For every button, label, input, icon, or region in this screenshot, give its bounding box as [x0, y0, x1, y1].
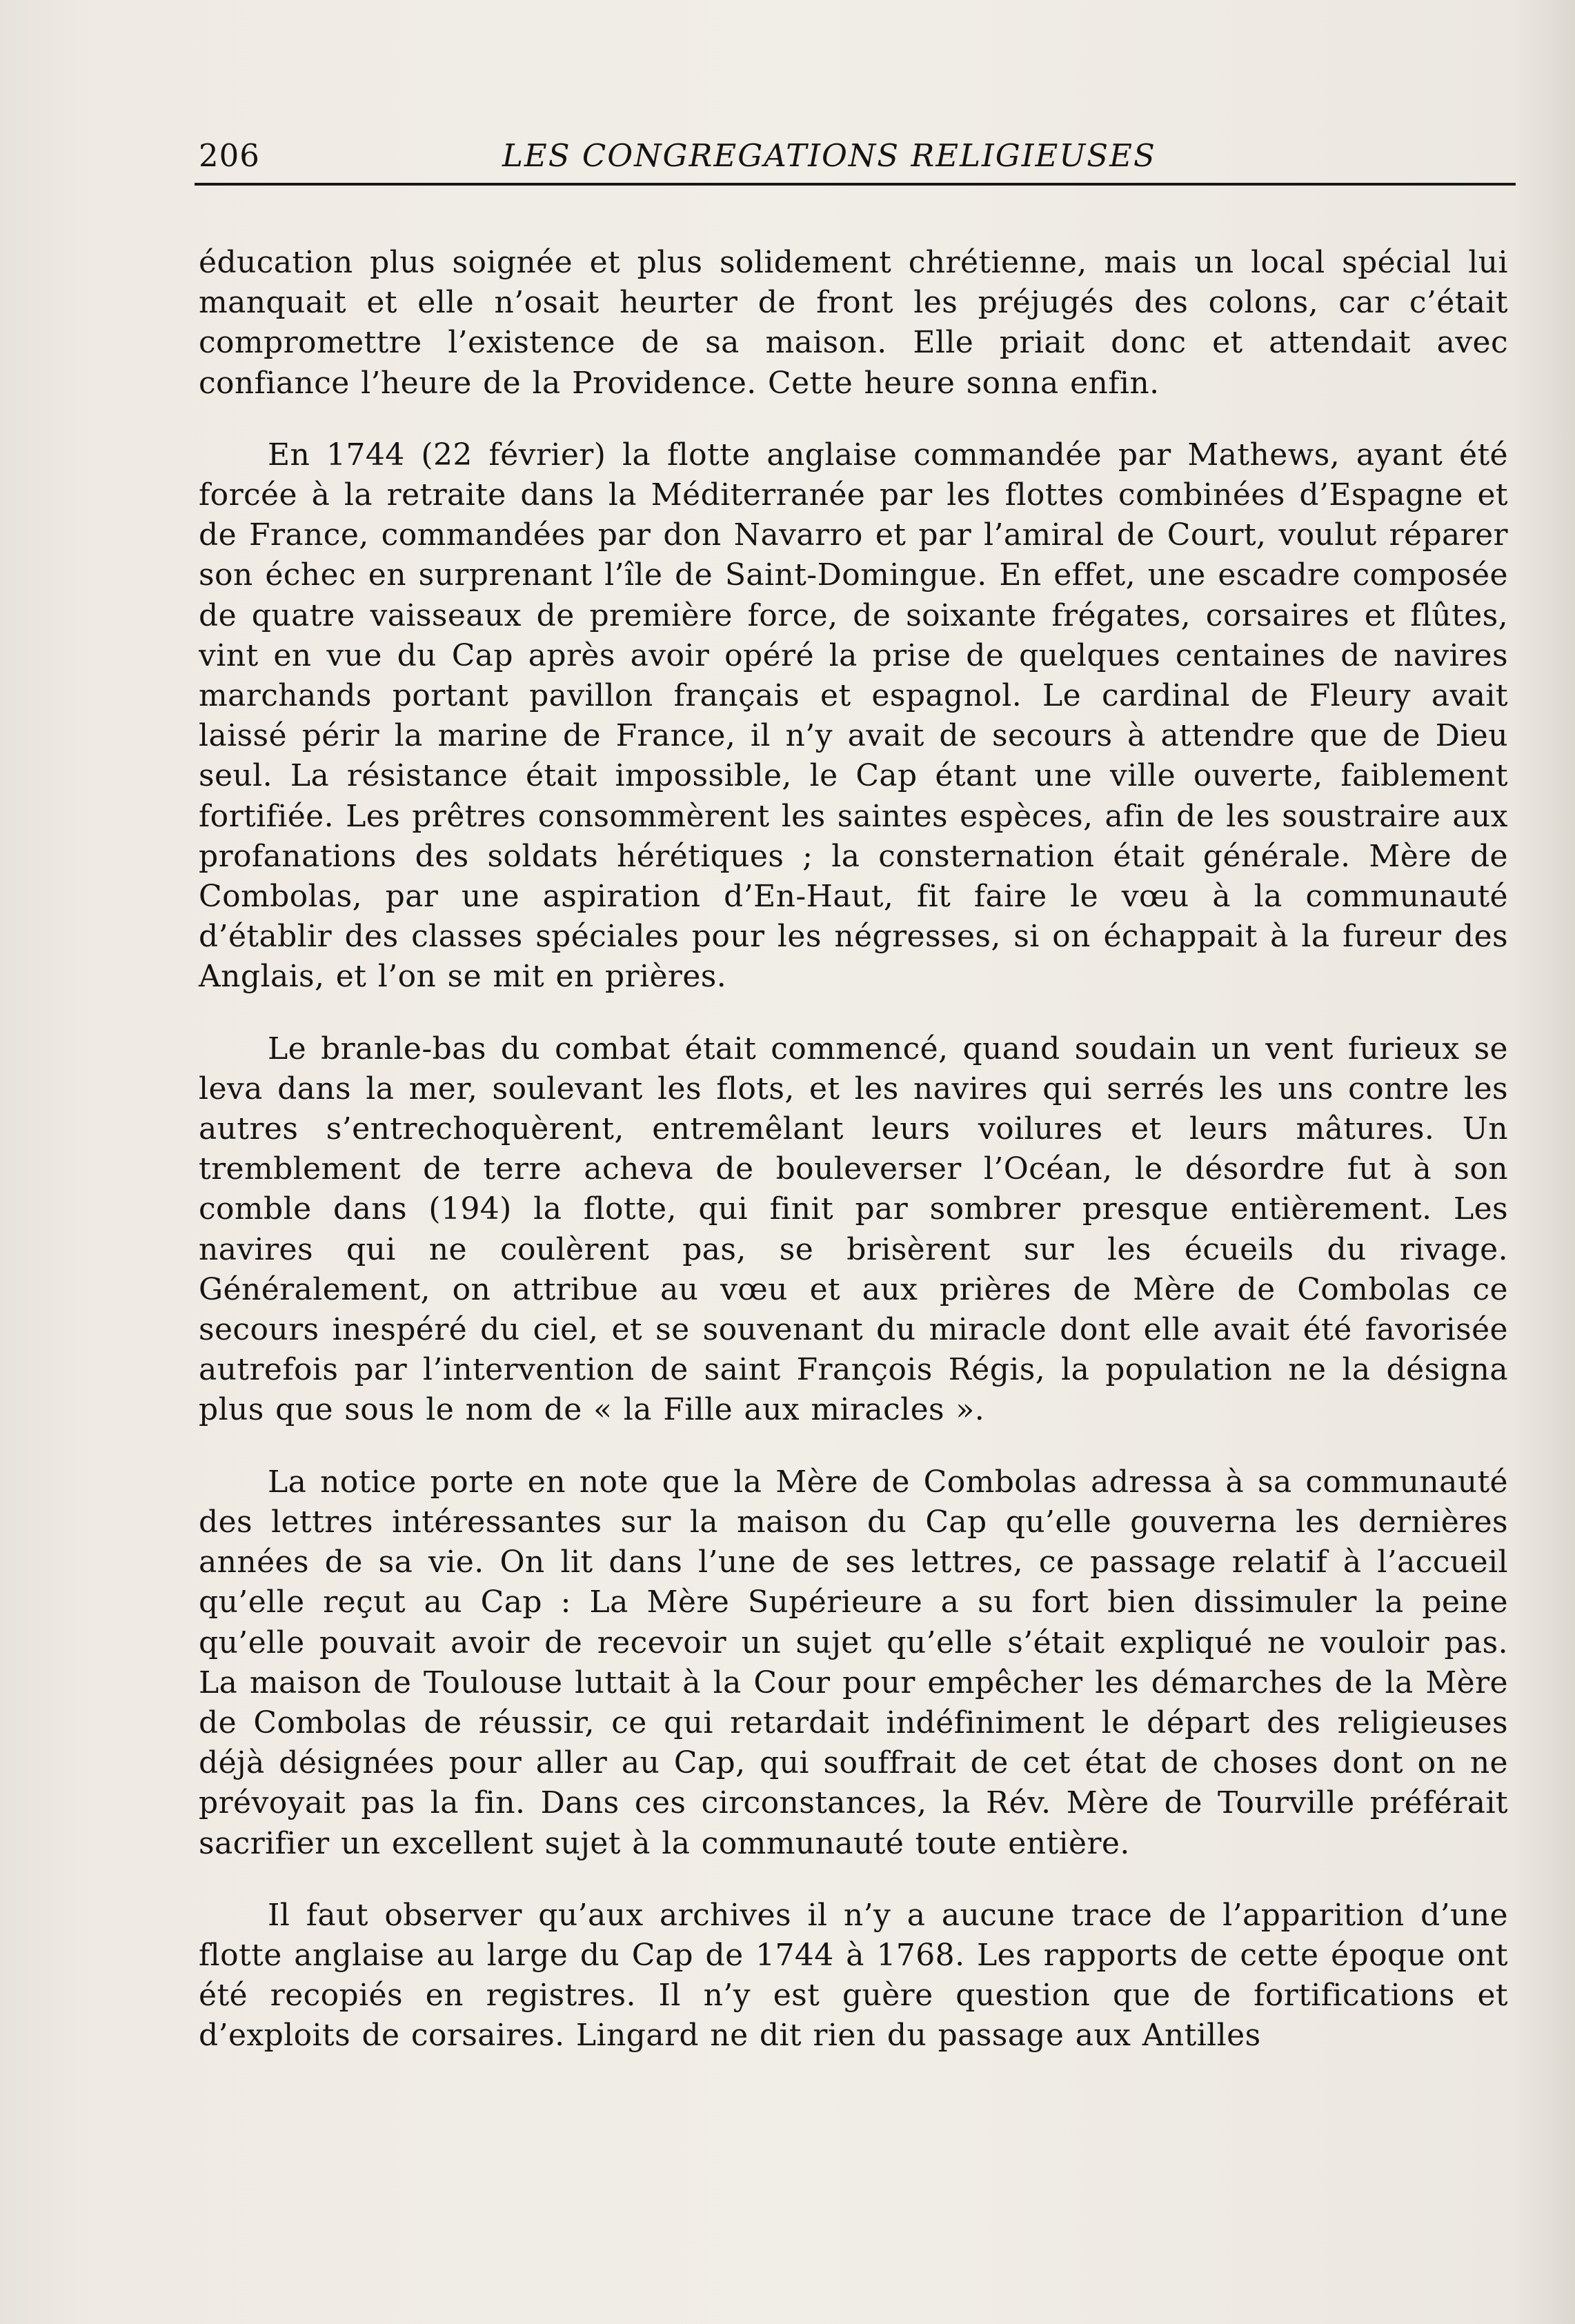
- running-title: LES CONGREGATIONS RELIGIEUSES: [502, 137, 1156, 174]
- paragraph-notice: La notice porte en note que la Mère de Combolas adressa à sa communauté des lettres intéressantes sur la maison du Cap qu’elle gouverna les dernières années de sa vie. On lit dans l’une de ses lettres, ce passage relatif à l’accueil qu’elle reçut au Cap : La Mère Supérieure a su fort bien dissimuler la peine qu’elle pouvait avoir de recevoir un sujet qu’elle s’était expliqué ne vouloir pas. La maison de Toulouse luttait à la Cour pour empêcher les démarches de la Mère de Combolas de réussir, ce qui retardait indéfiniment le départ des religieuses déjà désignées pour aller au Cap, qui souffrait de cet état de choses dont on ne prévoyait pas la fin. Dans ces circonstances, la Rév. Mère de Tourville préférait sacrifier un excellent sujet à la communauté toute entière.: [199, 1464, 1508, 1861]
- header-rule: [195, 183, 1516, 186]
- page-number: 206: [199, 137, 260, 174]
- paragraph-continued: éducation plus soignée et plus solidement chrétienne, mais un local spécial lui manquait et elle n’osait heurter de front les préjugés des colons, car c’était compromettre l’existence de sa maison. Elle priait donc et attendait avec confiance l’heure de la Providence. Cette heure sonna enfin.: [199, 245, 1508, 401]
- paragraph-storm: Le branle-bas du combat était commencé, quand soudain un vent furieux se leva dans la mer, soulevant les flots, et les navires qui serrés les uns contre les autres s’entrechoquèrent, entremêlant leurs voilures et leurs mâtures. Un tremblement de terre acheva de bouleverser l’Océan, le désordre fut à son comble dans (194) la flotte, qui finit par sombrer presque entièrement. Les navires qui ne coulèrent pas, se brisèrent sur les écueils du rivage. Généralement, on attribue au vœu et aux prières de Mère de Combolas ce secours inespéré du ciel, et se souvenant du miracle dont elle avait été favorisée autrefois par l’intervention de saint François Régis, la population ne la désigna plus que sous le nom de « la Fille aux miracles ».: [199, 1031, 1508, 1428]
- paragraph-archives: Il faut observer qu’aux archives il n’y a aucune trace de l’apparition d’une flotte anglaise au large du Cap de 1744 à 1768. Les rapports de cette époque ont été recopiés en registres. Il n’y est guère question que de fortifications et d’exploits de corsaires. Lingard ne dit rien du passage aux Antilles: [199, 1897, 1508, 2054]
- page-header: [199, 135, 1523, 183]
- body-text: [199, 243, 1508, 2088]
- paragraph-english-fleet: En 1744 (22 février) la flotte anglaise commandée par Mathews, ayant été forcée à la retraite dans la Méditerranée par les flottes combinées d’Espagne et de France, commandées par don Navarro et par l’amiral de Court, voulut réparer son échec en surprenant l’île de Saint-Domingue. En effet, une escadre composée de quatre vaisseaux de première force, de soixante frégates, corsaires et flûtes, vint en vue du Cap après avoir opéré la prise de quelques centaines de navires marchands portant pavillon français et espagnol. Le cardinal de Fleury avait laissé périr la marine de France, il n’y avait de secours à attendre que de Dieu seul. La résistance était impossible, le Cap étant une ville ouverte, faiblement fortifiée. Les prêtres consommèrent les saintes espèces, afin de les soustraire aux profanations des soldats hérétiques ; la consternation était générale. Mère de Combolas, par une aspiration d’En-Haut, fit faire le vœu à la communauté d’établir des classes spéciales pour les négresses, si on échappait à la fureur des Anglais, et l’on se mit en prières.: [199, 437, 1508, 995]
